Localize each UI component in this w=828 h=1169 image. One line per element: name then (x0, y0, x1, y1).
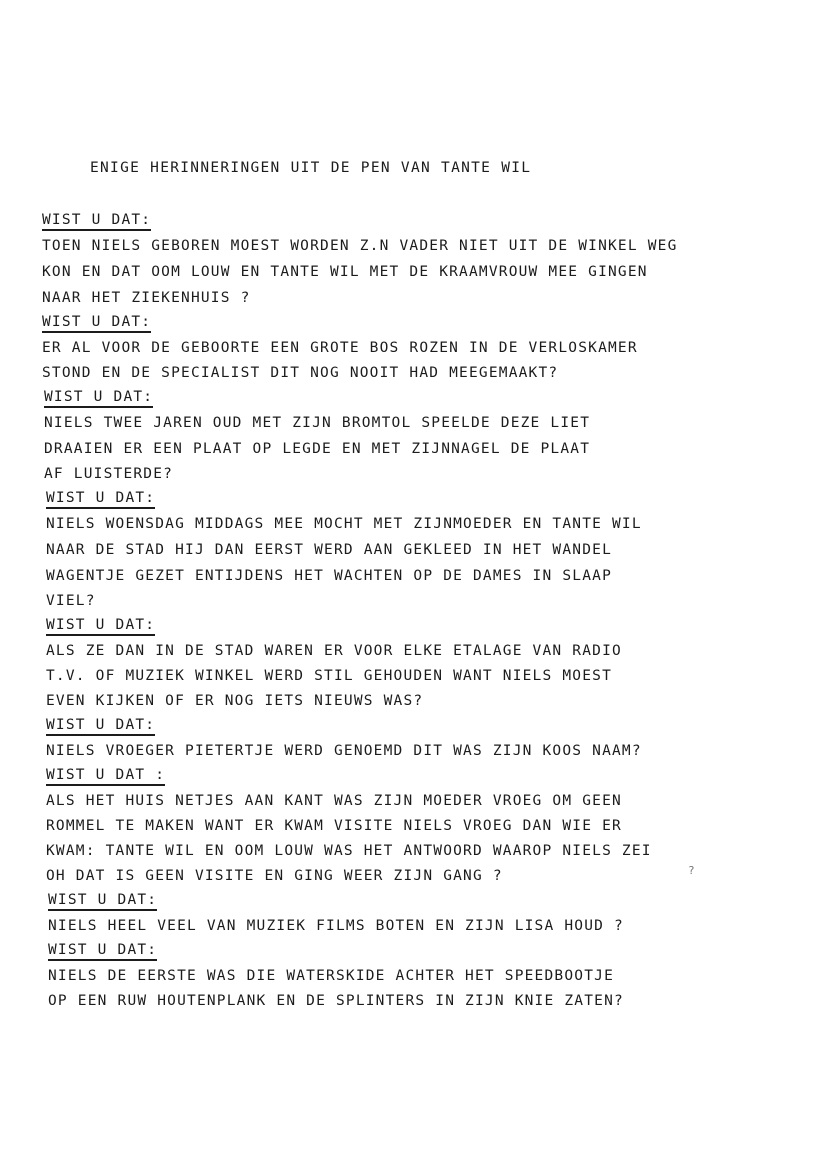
section-heading: WIST U DAT : (46, 767, 165, 786)
text-line: T.V. OF MUZIEK WINKEL WERD STIL GEHOUDEN WANT NIELS MOEST (46, 668, 612, 684)
text-line: NAAR DE STAD HIJ DAN EERST WERD AAN GEKLEED IN HET WANDEL (46, 542, 612, 558)
text-line: WAGENTJE GEZET ENTIJDENS HET WACHTEN OP DE DAMES IN SLAAP (46, 568, 612, 584)
text-line: TOEN NIELS GEBOREN MOEST WORDEN Z.N VADER NIET UIT DE WINKEL WEG (42, 238, 678, 254)
text-line: NAAR HET ZIEKENHUIS ? (42, 290, 251, 306)
text-line: ALS ZE DAN IN DE STAD WAREN ER VOOR ELKE ETALAGE VAN RADIO (46, 643, 622, 659)
document-title: ENIGE HERINNERINGEN UIT DE PEN VAN TANTE WIL (90, 160, 532, 176)
text-line: NIELS WOENSDAG MIDDAGS MEE MOCHT MET ZIJNMOEDER EN TANTE WIL (46, 516, 642, 532)
text-line: OP EEN RUW HOUTENPLANK EN DE SPLINTERS IN ZIJN KNIE ZATEN? (48, 993, 624, 1009)
text-line: VIEL? (46, 593, 96, 609)
section-heading: WIST U DAT: (42, 212, 151, 231)
text-line: NIELS HEEL VEEL VAN MUZIEK FILMS BOTEN EN ZIJN LISA HOUD ? (48, 918, 624, 934)
text-line: STOND EN DE SPECIALIST DIT NOG NOOIT HAD MEEGEMAAKT? (42, 365, 559, 381)
text-line: OH DAT IS GEEN VISITE EN GING WEER ZIJN GANG ? (46, 868, 503, 884)
text-line: NIELS VROEGER PIETERTJE WERD GENOEMD DIT WAS ZIJN KOOS NAAM? (46, 743, 642, 759)
text-line: KWAM: TANTE WIL EN OOM LOUW WAS HET ANTWOORD WAAROP NIELS ZEI (46, 843, 652, 859)
section-heading: WIST U DAT: (46, 717, 155, 736)
text-line: NIELS DE EERSTE WAS DIE WATERSKIDE ACHTER HET SPEEDBOOTJE (48, 968, 614, 984)
section-heading: WIST U DAT: (46, 617, 155, 636)
stray-mark: ? (688, 864, 695, 877)
section-heading: WIST U DAT: (48, 892, 157, 911)
section-heading: WIST U DAT: (46, 490, 155, 509)
text-line: EVEN KIJKEN OF ER NOG IETS NIEUWS WAS? (46, 693, 424, 709)
text-line: NIELS TWEE JAREN OUD MET ZIJN BROMTOL SPEELDE DEZE LIET (44, 415, 591, 431)
section-heading: WIST U DAT: (48, 942, 157, 961)
text-line: ALS HET HUIS NETJES AAN KANT WAS ZIJN MOEDER VROEG OM GEEN (46, 793, 622, 809)
section-heading: WIST U DAT: (44, 389, 153, 408)
text-line: DRAAIEN ER EEN PLAAT OP LEGDE EN MET ZIJNNAGEL DE PLAAT (44, 441, 591, 457)
text-line: ER AL VOOR DE GEBOORTE EEN GROTE BOS ROZEN IN DE VERLOSKAMER (42, 340, 638, 356)
text-line: ROMMEL TE MAKEN WANT ER KWAM VISITE NIELS VROEG DAN WIE ER (46, 818, 622, 834)
section-heading: WIST U DAT: (42, 314, 151, 333)
text-line: AF LUISTERDE? (44, 466, 174, 482)
text-line: KON EN DAT OOM LOUW EN TANTE WIL MET DE KRAAMVROUW MEE GINGEN (42, 264, 648, 280)
